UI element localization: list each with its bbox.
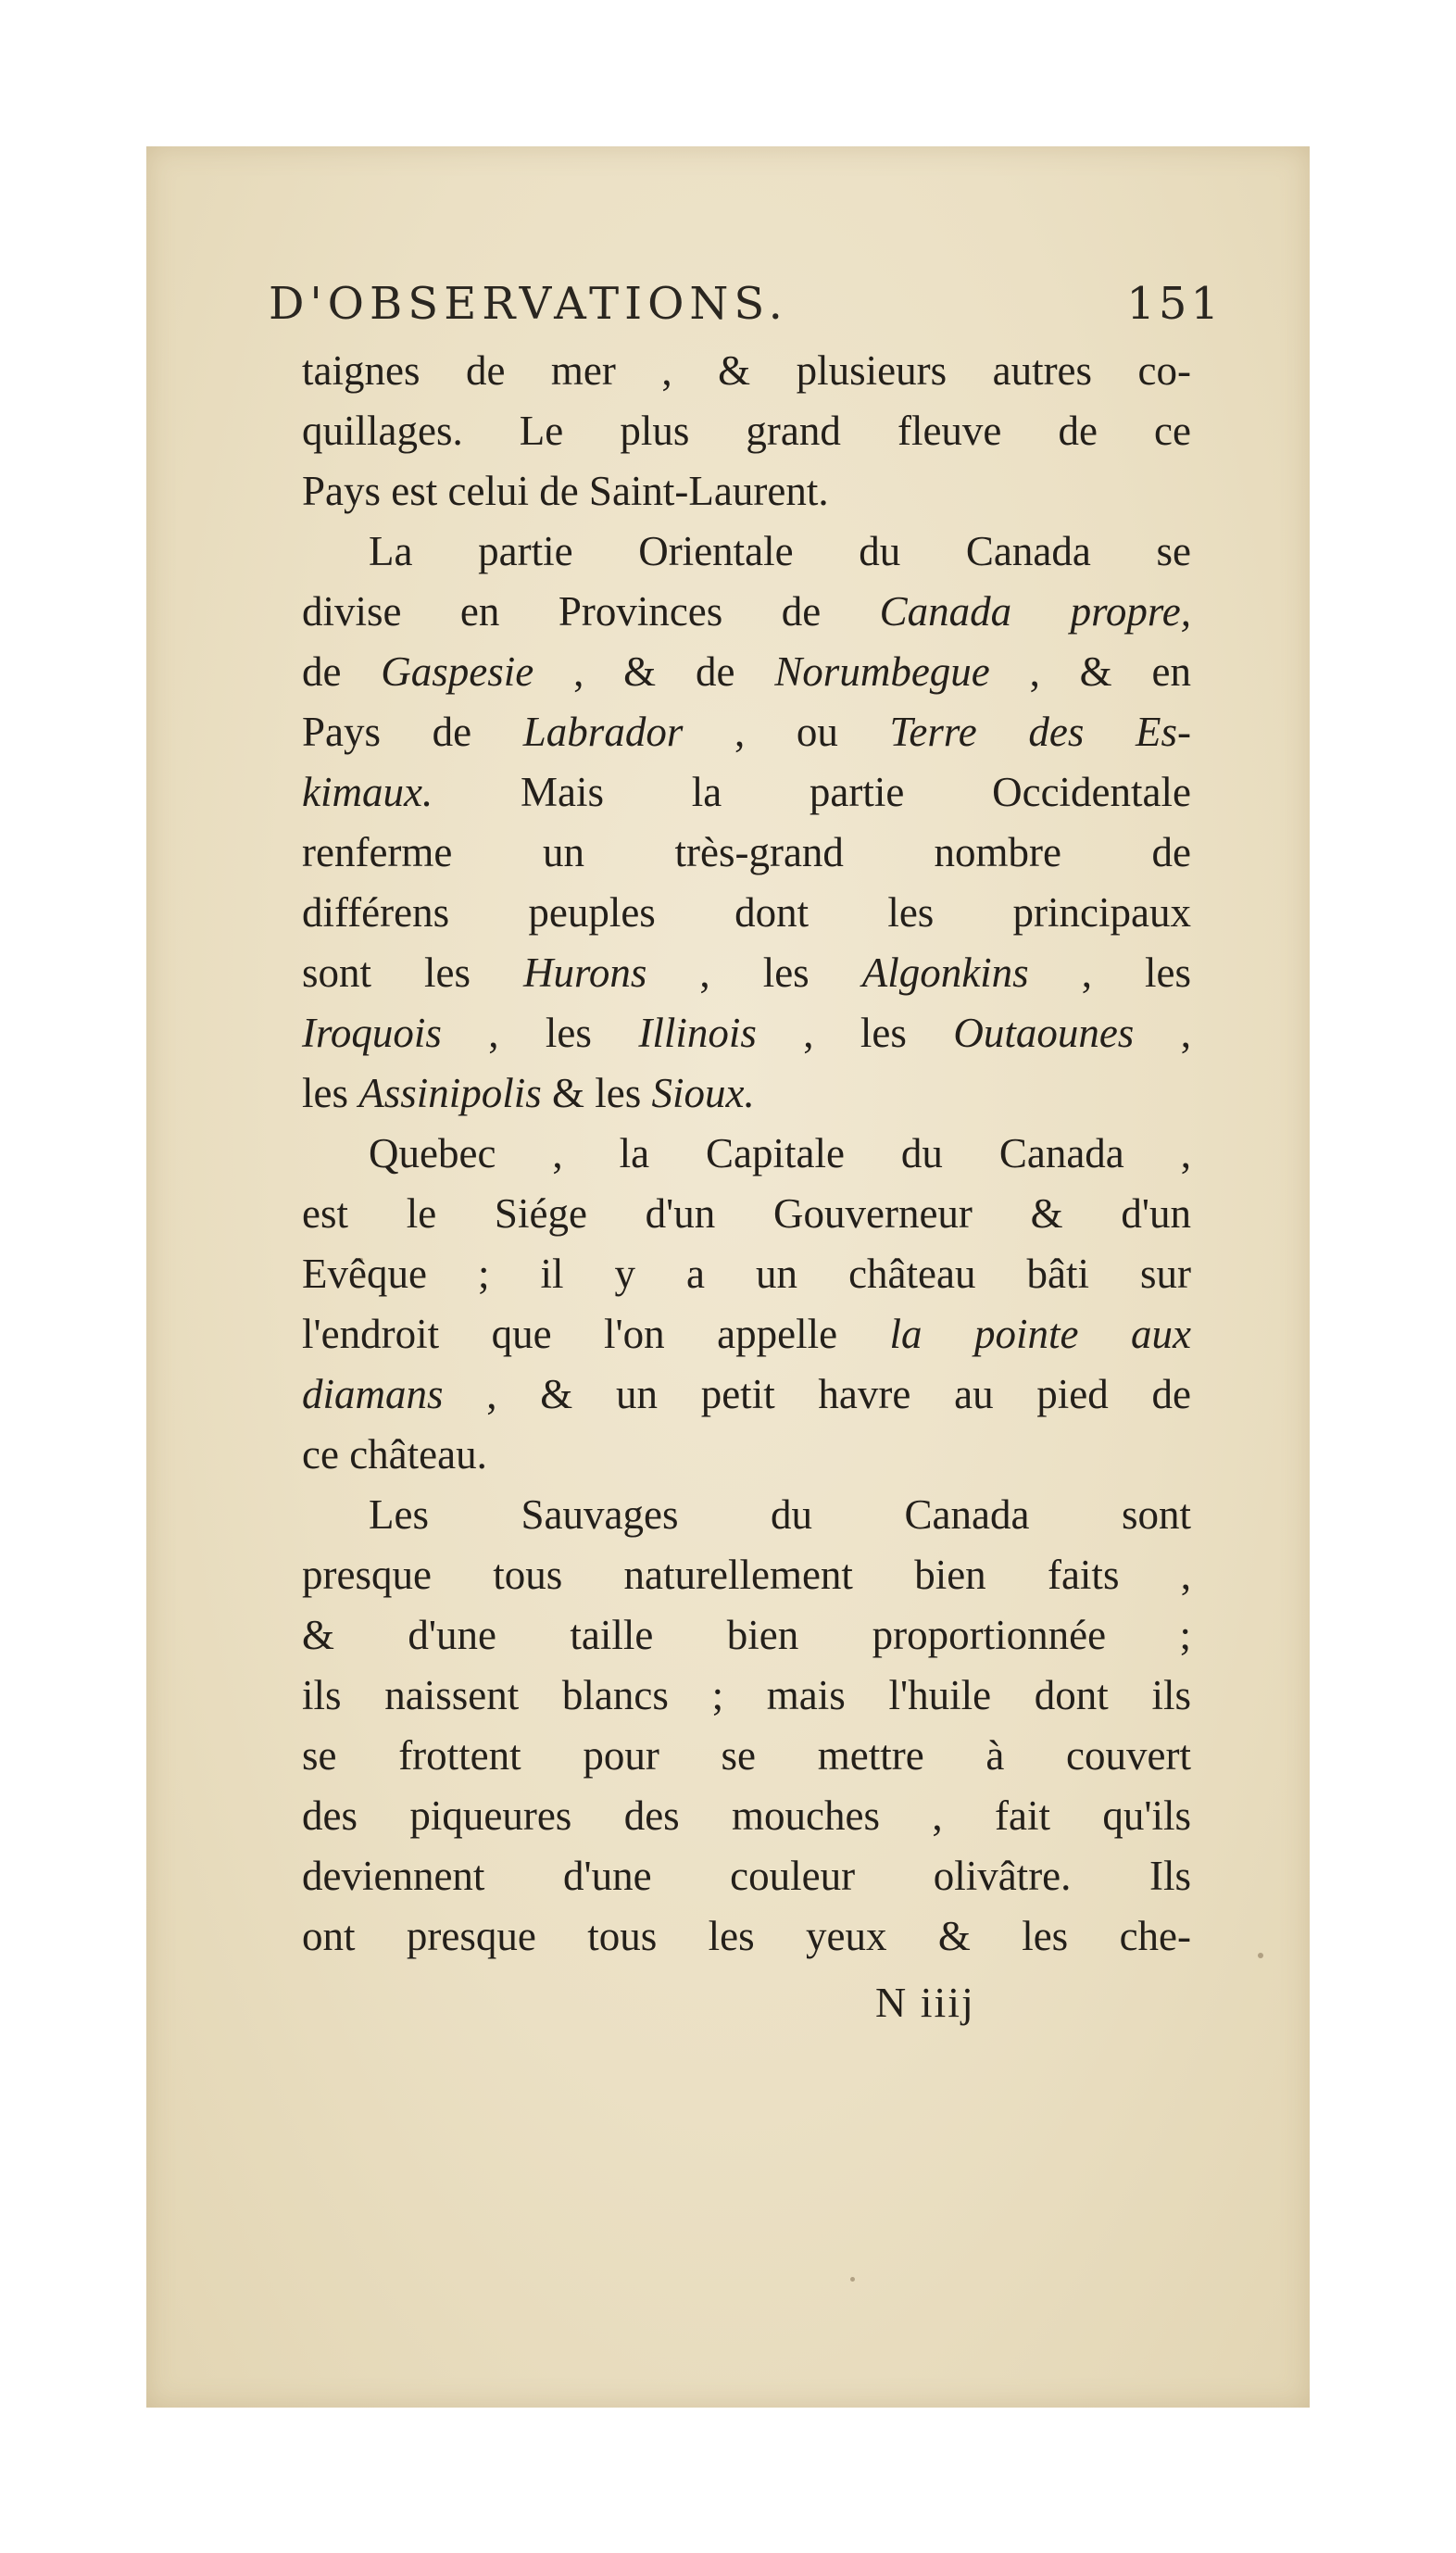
italic-text: kimaux. <box>302 769 433 815</box>
text-line <box>302 702 1191 762</box>
roman-text: se frottent pour se mettre à couvert <box>302 1732 1191 1779</box>
text-line <box>302 1124 1191 1184</box>
roman-text: différens peuples dont les principaux <box>302 889 1191 936</box>
roman-text: de <box>302 648 382 695</box>
italic-text: Sioux. <box>651 1070 755 1116</box>
text-line <box>302 762 1191 823</box>
text-line <box>302 1846 1191 1906</box>
italic-text: Labrador <box>522 709 684 755</box>
text-line <box>302 823 1191 883</box>
text-line <box>302 1906 1191 1967</box>
italic-text: Outaounes <box>953 1010 1135 1056</box>
roman-text: , les <box>441 1010 639 1056</box>
roman-text: Pays de <box>302 709 523 755</box>
paper-speck <box>850 2277 855 2282</box>
text-line <box>302 582 1191 642</box>
italic-text: Terre des Es- <box>889 709 1191 755</box>
text-line <box>302 1184 1191 1244</box>
roman-text: ce château. <box>302 1431 487 1478</box>
roman-text: , & un petit havre au pied de <box>443 1371 1191 1417</box>
paper-speck <box>1258 1953 1263 1958</box>
text-line <box>302 642 1191 702</box>
roman-text: renferme un très-grand nombre de <box>302 829 1191 875</box>
text-line <box>302 943 1191 1003</box>
text-line <box>302 1726 1191 1786</box>
text-line <box>302 1605 1191 1666</box>
roman-text: Quebec , la Capitale du Canada , <box>369 1130 1191 1176</box>
roman-text: ils naissent blancs ; mais l'huile dont ils <box>302 1672 1191 1718</box>
roman-text: quillages. Le plus grand fleuve de ce <box>302 408 1191 454</box>
roman-text: Evêque ; il y a un château bâti sur <box>302 1251 1191 1297</box>
text-line <box>302 1365 1191 1425</box>
text-line <box>302 1786 1191 1846</box>
italic-text: Canada propre, <box>879 588 1191 635</box>
italic-text: Iroquois <box>302 1010 442 1056</box>
body-text <box>302 341 1191 1967</box>
roman-text: ont presque tous les yeux & les che- <box>302 1913 1191 1959</box>
roman-text: presque tous naturellement bien faits , <box>302 1552 1191 1598</box>
text-line <box>302 1063 1191 1124</box>
roman-text: & les <box>541 1070 652 1116</box>
roman-text: , les <box>646 950 862 996</box>
signature-mark: N iiij <box>875 1979 975 2026</box>
page-number: 151 <box>1126 278 1223 330</box>
italic-text: Algonkins <box>861 950 1029 996</box>
text-line <box>302 461 1191 522</box>
roman-text: des piqueures des mouches , fait qu'ils <box>302 1792 1191 1839</box>
italic-text: diamans <box>302 1371 444 1417</box>
text-line <box>302 883 1191 943</box>
roman-text: taignes de mer , & plusieurs autres co- <box>302 347 1191 394</box>
roman-text: Mais la partie Occidentale <box>433 769 1191 815</box>
text-line <box>302 401 1191 461</box>
text-line <box>302 1304 1191 1365</box>
running-title: D'OBSERVATIONS. <box>269 278 788 330</box>
running-head <box>269 278 1223 343</box>
italic-text: Assinipolis <box>358 1070 542 1116</box>
text-line <box>302 1545 1191 1605</box>
text-line <box>302 1425 1191 1485</box>
roman-text: La partie Orientale du Canada se <box>369 528 1191 574</box>
roman-text: divise en Provinces de <box>302 588 880 635</box>
roman-text: les <box>302 1070 359 1116</box>
italic-text: Norumbegue <box>774 648 990 695</box>
roman-text: deviennent d'une couleur olivâtre. Ils <box>302 1853 1191 1899</box>
text-line <box>302 341 1191 401</box>
text-line <box>302 1666 1191 1726</box>
roman-text: sont les <box>302 950 524 996</box>
roman-text: , ou <box>683 709 890 755</box>
roman-text: & d'une taille bien proportionnée ; <box>302 1612 1191 1658</box>
roman-text: , <box>1134 1010 1191 1056</box>
italic-text: Hurons <box>523 950 647 996</box>
italic-text: Gaspesie <box>381 648 534 695</box>
text-line <box>302 1485 1191 1545</box>
roman-text: , les <box>756 1010 954 1056</box>
italic-text: la pointe aux <box>889 1311 1191 1357</box>
text-line <box>302 522 1191 582</box>
roman-text: Les Sauvages du Canada sont <box>369 1491 1191 1538</box>
roman-text: est le Siége d'un Gouverneur & d'un <box>302 1190 1191 1237</box>
roman-text: , & de <box>533 648 775 695</box>
text-line <box>302 1003 1191 1063</box>
roman-text: l'endroit que l'on appelle <box>302 1311 890 1357</box>
italic-text: Illinois <box>638 1010 757 1056</box>
roman-text: Pays est celui de Saint-Laurent. <box>302 468 829 514</box>
roman-text: , les <box>1028 950 1191 996</box>
roman-text: , & en <box>989 648 1191 695</box>
text-line <box>302 1244 1191 1304</box>
